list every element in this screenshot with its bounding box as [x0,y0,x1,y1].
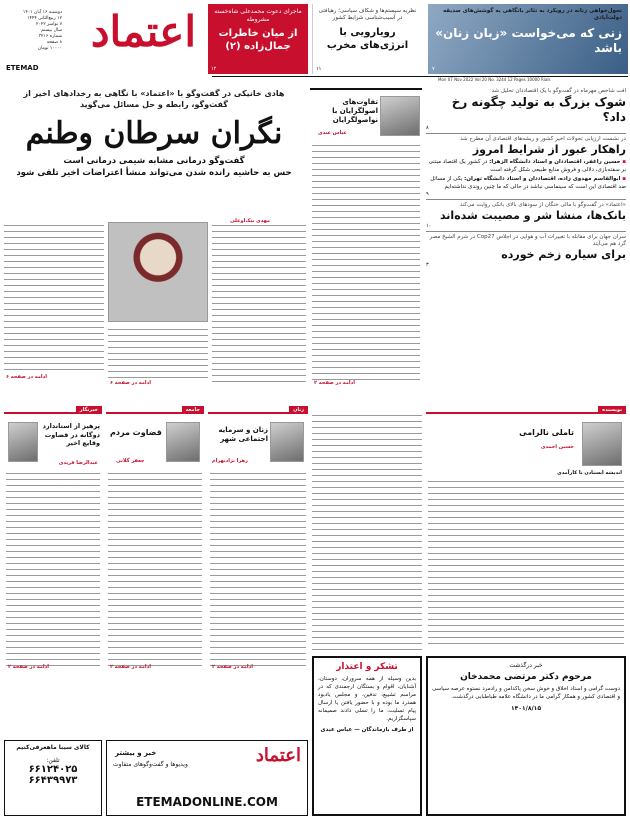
econ-kicker: افت شاخص مهرماه در گفت‌وگو با یک اقتصاددان تحلیل شد [491,88,626,94]
econ-page: ۸ [426,125,429,131]
column-box[interactable] [310,88,422,388]
judge-title: قضاوت مردم [110,428,162,437]
column-author: عباس عبدی [318,130,347,136]
point1 [426,159,626,174]
lead-byline: مهدی بیک‌اوغلی [230,218,270,224]
women-author: زهرا نژادبهرام [212,458,248,464]
lead-body-right [212,222,306,382]
phone-ad-phone2: ۶۶۴۳۹۹۷۳ [28,775,78,786]
bank-page: ۱۰ [426,223,432,229]
lead-more[interactable]: ادامه در صفحه ۶ [6,374,47,380]
lead-sub1: گفت‌وگو درمانی مشابه شیمی درمانی است [63,156,245,166]
judge-author: جعفر گلابی [116,458,145,464]
thanks-title: تشکر و اعتذار [336,662,398,672]
box-kicker: در نشست ارزیابی تحولات اخیر کشور و ریشه‌های اقتصادی آن مطرح شد [460,136,626,142]
reporter-body [6,470,100,666]
obit-text: دوست گرامی و استاد اخلاق و خوش سخن پاکدامن و رادمرد نستوه عرصه سیاسی و اقتصادی کشور و همکار گرامی ما در دانشگاه علامه طباطبایی درگذشت. [432,686,620,700]
teaser-memoirs[interactable] [208,4,308,74]
obit-kicker: خبر درگذشت [509,662,543,669]
writer-author: حسین احمدی [540,444,574,450]
bullet-icon: ▪ [622,159,626,165]
econ-section[interactable] [426,88,626,408]
women-photo [270,422,304,462]
online-ad-line2: ویدیوها و گفت‌وگوهای متفاوت [113,761,188,768]
writer-body [428,478,624,646]
reporter-tab: خبرنگار [76,406,102,414]
teaser-theatre-real[interactable] [428,4,628,74]
online-ad-url[interactable]: ETEMADONLINE.COM [136,795,278,809]
column-author-photo [380,96,420,136]
lead-more-2[interactable]: ادامه در صفحه ۶ [110,380,151,386]
writer-photo [582,422,622,466]
point1-text: در کشور یک اقتصاد مبتنی بر سفته‌بازی، دلالی و فروش منابع طبیعی شکل گرفته است [428,159,626,173]
masthead [4,4,204,74]
lead-kicker: هادی خانیکی در گفت‌وگو با «اعتماد» با نگاهی به رخدادهای اخیر از گفت‌وگو، رابطه و حل مسائل می‌گوید [23,89,285,109]
box-title: راهکار عبور از شرایط امروز [472,143,626,156]
judge-more[interactable]: ادامه در صفحه ۲ [110,664,151,670]
masthead-logo: اعتماد [90,7,196,56]
teaser-memoirs-kicker: ماجرای دعوت محمدعلی شاه‌خسته‌ مشروطه [214,8,302,23]
reporter-section[interactable] [4,407,102,672]
writer-lead: اندیشه ایستادن نا کارآمدی [557,470,622,476]
lead-body-mid [108,326,208,381]
point2-name: ابوالقاسم مهدوی زاده، اقتصاددان و استاد دانشگاه تهران: [464,176,621,182]
women-body [210,470,306,666]
teaser-systems-page: ۱۱ [316,66,322,72]
lead-portrait-photo [108,222,208,322]
teaser-systems[interactable] [312,4,422,74]
thanks-signature: از طرف بازماندگان — عباس عبدی [320,727,414,733]
reporter-more[interactable]: ادامه در صفحه ۲ [8,664,49,670]
judge-section[interactable] [106,407,204,672]
teaser-systems-title: رویارویی با انرژی‌های مخرب [326,27,409,51]
lead-headline: نگران سرطان وطنم [25,116,283,151]
bank-title: بانک‌ها، منشا شر و مصیبت شده‌اند [439,209,626,222]
teaser-theatre-kicker: تحول‌خواهی زنانه در رویکرد به تئاتر بانگاهی به گوشش‌های صدیقه دولت‌آبادی [442,8,622,21]
point2-text: یکی از مسائل ضد اقتصادی این است که سینماسی نباشد در حالی که ما چنین روندی نداشته‌ایم [430,176,626,190]
judge-tab: جامعه [182,406,204,414]
judge-photo [166,422,200,462]
lead-body-left [4,222,104,372]
masthead-latin: ETEMAD [6,64,39,72]
writer-tab: نویسنده [598,406,626,414]
column-title: تفاوت‌های اصولگرایان با نواصولگرایان [332,98,378,124]
women-more[interactable]: ادامه در صفحه ۲ [212,664,253,670]
planet-page: ۳ [426,262,429,268]
judge-body [108,470,202,666]
obit-date: ۱۴۰۱/۸/۱۵ [510,705,542,712]
online-ad-line1: خبر و بیشتر [115,749,157,757]
writer-title: تاملی نالرامی [519,428,574,437]
teaser-systems-kicker: نظریه سیستم‌ها و شکاف سیاسی؛ رهیافتی در آسیب‌شناسی شرایط کشور [318,8,417,21]
reporter-photo [8,422,38,462]
bullet-icon: ▪ [622,176,626,182]
planet-kicker: سران جهان برای مقابله با تغییرات آب و هوایی در اجلاس Cop27 در شرم الشیخ مصر گرد هم می‌آیند [429,234,626,247]
thanks-box [312,656,422,816]
issue-date-block: دوشنبه ۱۶ آبان ۱۴۰۱ ۱۲ ربیع‌الثانی ۱۴۴۴ ۷ نوامبر ۲۰۲۲ سال بیستم شماره ۳۲۱۶ ۸ صفحه ۱۰۰۰۰ تومان [22,10,62,51]
bank-kicker: «اعتماد» در گفت‌وگو با مالی خنگان از سودهای بالای بانکی روایت می‌کند [459,202,626,208]
divider [426,133,626,134]
obituary-box [426,656,626,816]
point1-name: حسین راغفر، اقتصاددان و استاد دانشگاه الزهرا: [489,159,621,165]
phone-ad-phone1: ۶۶۱۲۴۰۲۵ [28,764,78,775]
women-tab: زنان [289,406,308,414]
online-ad[interactable] [106,740,308,816]
writer-section[interactable] [426,407,626,652]
divider [426,199,626,200]
teaser-memoirs-page: ۱۲ [211,66,217,72]
econ-title: شوک بزرگ به تولید چگونه رخ داد؟ [451,95,626,124]
column-more[interactable]: ادامه در صفحه ۲ [314,380,355,386]
phone-ad-title: کالای سیبا ماهعرفی‌کنیم [16,744,90,751]
lead-sub2: حس به حاشیه رانده شدن می‌تواند منشأ اعتراضات اخیر تلقی شود [16,168,292,178]
phone-ad-label: تلفن: [46,757,60,764]
info-strip: Mon 07 Nov 2022 Vol 20 No. 3244 12 Pages 10000 Rials [212,76,628,83]
divider [426,231,626,232]
obit-title: مرحوم دکتر مرتضی محمدخان [460,672,592,682]
story-body-mid [312,412,422,652]
phone-ad [4,740,102,816]
reporter-author: عبدالرضا فریدی [58,460,98,466]
column-body [312,142,420,382]
teaser-theatre-page: ۷ [432,66,435,72]
teaser-theatre-title: زنی که می‌خواست «زبان زنان» باشد [435,26,622,55]
point2-page: ۹ [426,191,429,197]
thanks-text: بدین وسیله از همه سروران، دوستان، آشنایان، اقوام و بستگان ارجمندی که در مراسم تشییع، تدفین، و مجلس یادبود همدرد ما بوده و با حضور یافتن یا ارسال پیام تسلیت، ما را تسلی دادند صمیمانه سپاسگزاریم. [318,676,416,722]
planet-title: برای سیاره زخم خورده [501,248,626,261]
reporter-title: پرهیز از استاندارد دوگانه در قضاوت وقایع اخیر [42,422,100,447]
women-title: زنان و سرمایه اجتماعی شهر [218,426,268,443]
point2 [426,176,626,191]
women-section[interactable] [208,407,308,672]
online-ad-brand: اعتماد [255,745,301,766]
teaser-memoirs-title: از میان خاطرات جمال‌زاده (۲) [218,28,298,52]
